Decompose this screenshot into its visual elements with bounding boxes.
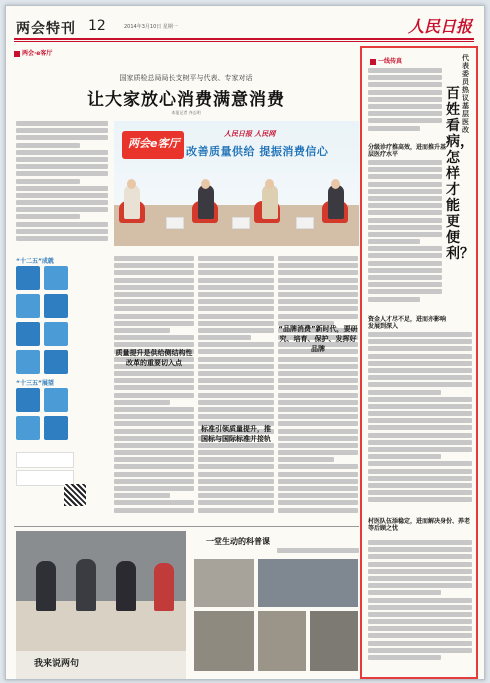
- panel-section-outlook: “十三五”展望: [16, 380, 54, 387]
- page-number: 12: [88, 18, 106, 34]
- article-kicker: 国家质检总局局长支树平与代表、专家对话: [119, 74, 253, 82]
- right-tag-marker-icon: [370, 59, 376, 65]
- tag-marker-icon: [14, 51, 20, 57]
- right-intro-text: [368, 68, 442, 138]
- subhead-3: “品牌消费”新时代，要研究、培育、保护、发挥好品牌: [278, 325, 358, 353]
- right-subhead-3: 村医队伍添稳定，进而解决身份、养老等后顾之忧: [368, 518, 471, 532]
- section-title: 两会特刊: [16, 21, 76, 37]
- meeting-photo: [16, 531, 186, 651]
- photo-grid: [194, 559, 359, 674]
- body-column-2: [198, 256, 274, 526]
- article-headline: 让大家放心消费满意消费: [87, 90, 285, 110]
- hero-slogan: 改善质量供给 提振消费信心: [186, 145, 329, 158]
- newspaper-logo: 人民日报: [407, 17, 472, 36]
- intro-text-column: [16, 121, 108, 251]
- caption-title: 我来说两句: [34, 659, 80, 669]
- newspaper-page: [5, 5, 485, 680]
- middle-headline: 一堂生动的科普课: [206, 537, 270, 546]
- right-text-1: [368, 160, 442, 310]
- event-photo: 两会e客厅 人民日报 人民网 改善质量供给 提振消费信心: [114, 121, 359, 246]
- highlighted-article: [360, 46, 478, 679]
- body-column-3: [278, 256, 358, 526]
- hero-brand: 人民日报 人民网: [224, 130, 276, 138]
- panel-section-achievements: “十二五”成就: [16, 258, 54, 265]
- right-section-tag: 一线传真: [370, 56, 402, 65]
- header-rule-thin: [14, 41, 474, 42]
- page-header: [6, 6, 484, 40]
- middle-byline: [194, 548, 359, 556]
- subhead-1: 质量提升是供给侧结构性改革的重要切入点: [115, 349, 193, 367]
- right-kicker: 代表委员热议基层医改: [462, 54, 469, 134]
- article-byline: 本报记者 齐志明: [171, 110, 201, 115]
- right-text-3: [368, 540, 472, 675]
- right-text-2: [368, 332, 472, 512]
- header-rule: [14, 38, 474, 40]
- partner-logos: [16, 452, 74, 468]
- right-subhead-2: 资金人才尽不足，进而亦影响发展到深入: [368, 316, 447, 330]
- subhead-2: 标准引领质量提升，推国标与国际标准并接轨: [201, 425, 271, 443]
- main-section-tag: 两会·e客厅: [14, 48, 52, 57]
- qr-code: [64, 484, 86, 506]
- section-divider: [14, 526, 359, 527]
- date-line: 2014年3月10日 星期一: [124, 24, 178, 30]
- body-column-1: [114, 256, 194, 526]
- right-subhead-1: 分级诊疗推高效，进而推升基层医疗水平: [368, 144, 447, 158]
- right-headline: 百姓看病，怎样才能更便利？: [446, 86, 474, 262]
